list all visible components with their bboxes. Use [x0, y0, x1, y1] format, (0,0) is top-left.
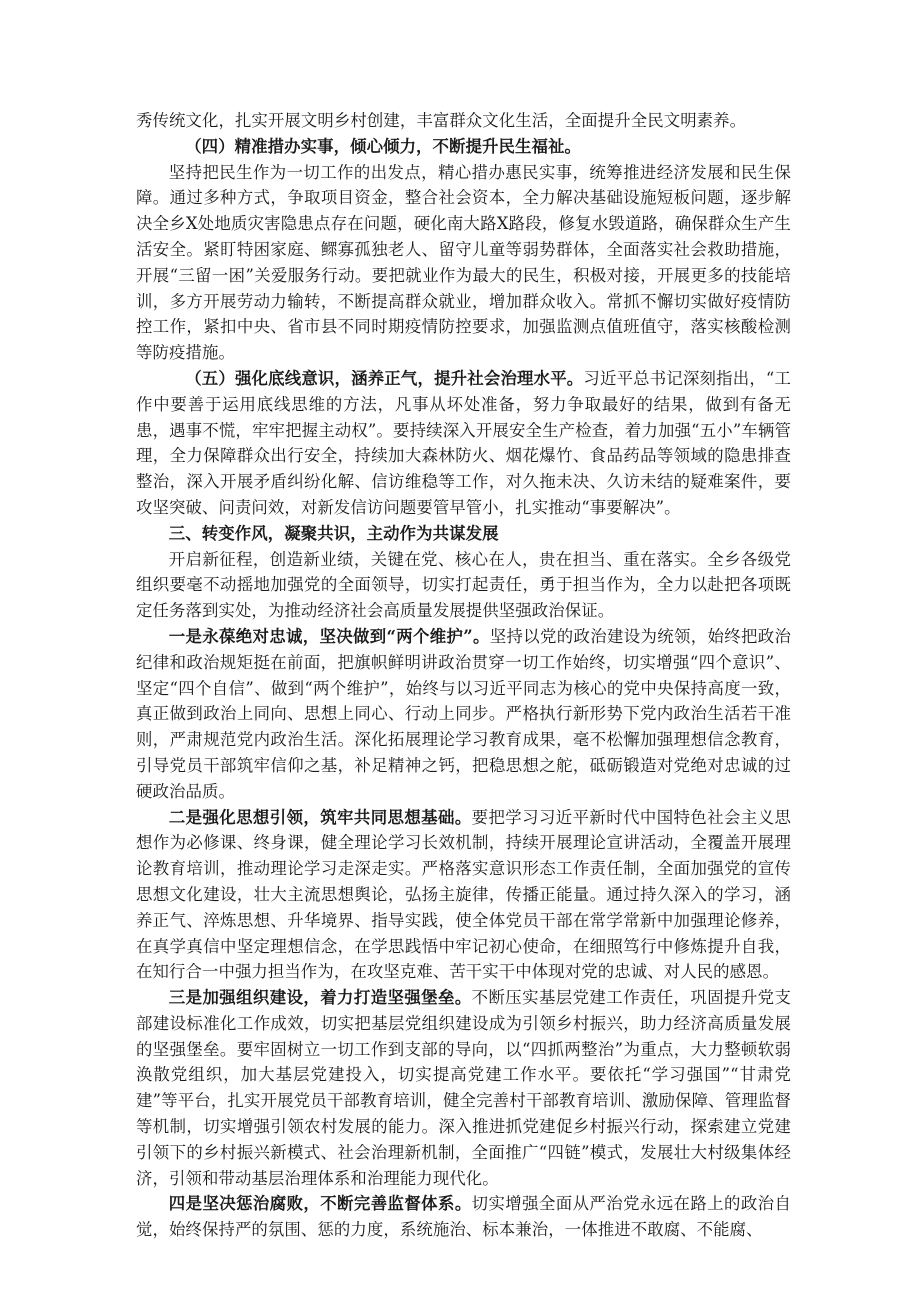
section-heading-5: （五）强化底线意识，涵养正气，提升社会治理水平。: [185, 368, 584, 388]
paragraph-continuation: 秀传统文化，扎实开展文明乡村创建，丰富群众文化生活，全面提升全民文明素养。: [136, 111, 747, 130]
lead-loyalty: 一是永葆绝对忠诚，坚决做到“两个维护”。: [168, 626, 490, 646]
lead-anticorruption: 四是坚决惩治腐败，不断完善监督体系。: [168, 1194, 472, 1214]
paragraph-ideology: [136, 805, 791, 986]
paragraph-loyalty-body: 坚持以党的政治建设为统领，始终把政治纪律和政治规矩挺在前面，把旗帜鲜明讲政治贯穿一切工作始终，切实增强“四个意识”、坚定“四个自信”、做到“两个维护”，始终与以习近平同志为核心的党中央保持高度一致，真正做到政治上同向、思想上同心、行动上同步。严格执行新形势下党内政治生活若干准则，严肃规范党内政治生活。深化拓展理论学习教育成果，毫不松懈加强理想信念教育，引导党员干部筑牢信仰之基，补足精神之钙，把稳思想之舵，砥砺锻造对党绝对忠诚的过硬政治品质。: [136, 626, 791, 801]
paragraph-intro: 开启新征程，创造新业绩，关键在党、核心在人，贵在担当、重在落实。全乡各级党组织要毫不动摇地加强党的全面领导，切实打起责任，勇于担当作为，全力以赴把各项既定任务落到实处，为推动经济社会高质量发展提供坚强政治保证。: [136, 549, 791, 621]
paragraph-anticorruption-body: 切实增强全面从严治党永远在路上的政治自觉，始终保持严的氛围、惩的力度，系统施治、标本兼治，一体推进不敢腐、不能腐、: [136, 1194, 791, 1240]
paragraph-organization-body: 不断压实基层党建工作责任，巩固提升党支部建设标准化工作成效，切实把基层党组织建设成为引领乡村振兴，助力经济高质量发展的坚强堡垒。要牢固树立一切工作到支部的导向，以“四抓两整治”为重点，大力整顿软弱涣散党组织，加大基层党建投入，切实提高党建工作水平。要依托“学习强国”“甘肃党建”等平台，扎实开展党员干部教育培训，健全完善村干部教育培训、激励保障、管理监督等机制，切实增强引领农村发展的能力。深入推进抓党建促乡村振兴行动，探索建立党建引领下的乡村振兴新模式、社会治理新机制，全面推广“四链”模式，发展壮大村级集体经济，引领和带动基层治理体系和治理能力现代化。: [136, 988, 791, 1188]
chapter-heading-3: 三、转变作风，凝聚共识，主动作为共谋发展: [168, 523, 499, 543]
lead-ideology: 二是强化思想引领，筑牢共同思想基础。: [168, 807, 472, 827]
paragraph-livelihood: 坚持把民生作为一切工作的出发点，精心措办惠民实事，统筹推进经济发展和民生保障。通过多种方式，争取项目资金，整合社会资本，全力解决基础设施短板问题，逐步解决全乡X处地质灾害隐患点存在问题，硬化南大路X路段，修复水毁道路，确保群众生产生活安全。紧盯特困家庭、鳏寡孤独老人、留守儿童等弱势群体，全面落实社会救助措施，开展“三留一困”关爱服务行动。要把就业作为最大的民生，积极对接，开展更多的技能培训，多方开展劳动力输转，不断提高群众就业，增加群众收入。常抓不懈切实做好疫情防控工作，紧扣中央、省市县不同时期疫情防控要求，加强监测点值班值守，落实核酸检测等防疫措施。: [136, 162, 791, 363]
paragraph-ideology-body: 要把学习习近平新时代中国特色社会主义思想作为必修课、终身课，健全理论学习长效机制，持续开展理论宣讲活动，全覆盖开展理论教育培训，推动理论学习走深走实。严格落实意识形态工作责任制，全面加强党的宣传思想文化建设，壮大主流思想舆论，弘扬主旋律，传播正能量。通过持久深入的学习，涵养正气、淬炼思想、升华境界、指导实践，使全体党员干部在常学常新中加强理论修养，在真学真信中坚定理想信念，在学思践悟中牢记初心使命，在细照笃行中修炼提升自我，在知行合一中强力担当作为，在攻坚克难、苦干实干中体现对党的忠诚、对人民的感恩。: [136, 807, 791, 982]
paragraph-anticorruption: [136, 1191, 791, 1243]
lead-organization: 三是加强组织建设，着力打造坚强堡垒。: [168, 988, 472, 1008]
section-heading-4: （四）精准措办实事，倾心倾力，不断提升民生福祉。: [185, 136, 581, 156]
paragraph-organization: [136, 985, 791, 1191]
paragraph-governance: [136, 366, 791, 521]
paragraph-loyalty: [136, 624, 791, 805]
document-body: [136, 108, 791, 1243]
paragraph-governance-body: 习近平总书记深刻指出，“工作中要善于运用底线思维的方法，凡事从坏处准备，努力争取最好的结果，做到有备无患，遇事不慌，牢牢把握主动权”。要持续深入开展安全生产检查，着力加强“五小”车辆管理，全力保障群众出行安全，持续加大森林防火、烟花爆竹、食品药品等领域的隐患排查整治，深入开展矛盾纠纷化解、信访维稳等工作，对久拖未决、久访未结的疑难案件，要攻坚突破、问责问效，对新发信访问题要管早管小，扎实推动“事要解决”。: [136, 368, 791, 517]
